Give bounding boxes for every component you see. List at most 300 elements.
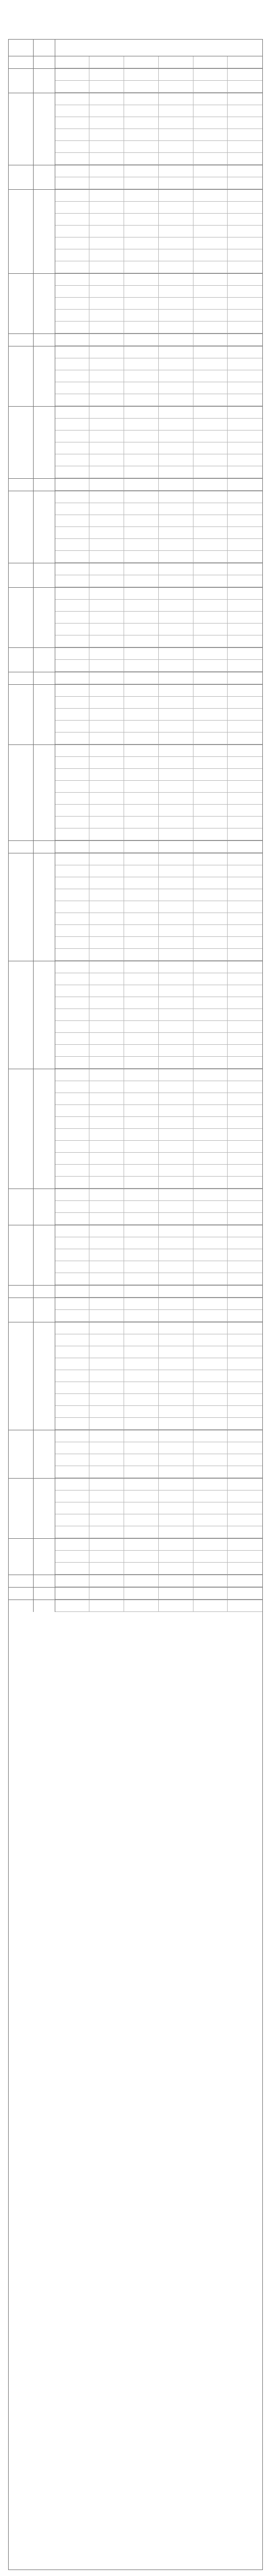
city-cell [228,648,262,660]
city-cell [55,600,90,612]
city-cell [89,624,124,635]
city-cell [124,539,159,551]
city-cell [228,419,262,431]
city-cell [193,129,228,141]
city-cell [89,1430,124,1442]
city-cell [159,1370,193,1382]
city-cell [193,1237,228,1249]
city-cell [193,685,228,697]
city-cell [193,1225,228,1237]
city-cell [55,1514,90,1526]
city-grid [55,274,262,333]
city-cell [55,745,90,757]
city-cell [89,165,124,177]
city-cell [124,1539,159,1551]
city-cell [193,1165,228,1177]
province-count [34,563,55,587]
city-cell [55,973,90,985]
province-count [34,334,55,346]
city-cell [159,805,193,817]
city-cell [193,1588,228,1599]
city-cell [228,612,262,624]
city-cell [228,793,262,805]
city-cell [124,1575,159,1587]
province-section [9,961,262,1069]
city-cell [228,214,262,226]
city-cell [228,841,262,853]
province-name [9,745,34,840]
city-cell [89,442,124,454]
city-cell [124,310,159,322]
city-cell [159,672,193,684]
city-cell [228,973,262,985]
city-cell [89,949,124,961]
city-cell [124,588,159,600]
city-cell [159,648,193,660]
city-cell [55,1069,90,1081]
city-cell [55,1322,90,1334]
city-cell [89,286,124,298]
city-cell [55,442,90,454]
city-cell [89,1117,124,1129]
city-cell [55,214,90,226]
province-section [9,563,262,588]
city-cell [228,1382,262,1394]
city-cell [193,1201,228,1213]
province-section [9,588,262,648]
province-name [9,479,34,491]
city-cell [124,985,159,997]
city-cell [89,1237,124,1249]
city-cell [124,419,159,431]
city-cell [193,913,228,925]
city-cell [228,117,262,129]
city-cell [55,1466,90,1478]
city-grid [55,841,262,853]
city-grid [55,1575,262,1587]
city-cell [228,527,262,539]
city-cell [193,539,228,551]
city-grid [55,1600,262,1612]
city-cell [193,237,228,249]
city-cell [159,226,193,237]
city-cell [89,672,124,684]
city-cell [193,769,228,781]
city-cell [89,431,124,442]
city-cell [193,1502,228,1514]
city-cell [159,1009,193,1021]
city-cell [193,563,228,575]
city-cell [193,1600,228,1612]
city-cell [124,1057,159,1069]
province-count [34,165,55,189]
city-cell [159,1177,193,1189]
city-cell [124,274,159,286]
city-cell [89,129,124,141]
city-cell [228,1093,262,1105]
city-cell [228,503,262,515]
province-section [9,1286,262,1298]
city-cell [55,828,90,840]
city-cell [89,1093,124,1105]
city-cell [55,961,90,973]
city-cell [228,129,262,141]
city-cell [124,1514,159,1526]
city-cell [55,237,90,249]
city-cell [55,274,90,286]
city-cell [124,828,159,840]
city-cell [124,129,159,141]
city-grid [55,1322,262,1430]
city-cell [159,685,193,697]
city-cell [228,370,262,382]
city-cell [159,1237,193,1249]
city-cell [89,733,124,744]
city-cell [159,1310,193,1322]
city-cell [124,697,159,709]
city-cell [89,1261,124,1273]
city-cell [89,865,124,877]
city-cell [89,793,124,805]
city-cell [124,249,159,261]
city-cell [55,1117,90,1129]
city-cell [55,1358,90,1370]
city-cell [124,757,159,769]
city-cell [159,419,193,431]
city-cell [159,1551,193,1563]
city-cell [228,635,262,647]
city-cell [193,1069,228,1081]
city-cell [89,69,124,81]
city-cell [55,358,90,370]
city-cell [193,1430,228,1442]
province-count [34,961,55,1069]
city-cell [55,1249,90,1261]
city-cell [228,407,262,419]
city-cell [89,1370,124,1382]
city-cell [193,1322,228,1334]
city-cell [228,949,262,961]
city-cell [193,1153,228,1165]
city-cell [193,793,228,805]
city-cell [193,1033,228,1045]
city-cell [193,1057,228,1069]
city-cell [159,466,193,478]
city-cell [193,334,228,346]
city-cell [159,1129,193,1141]
city-cell [159,1153,193,1165]
city-cell [159,286,193,298]
city-cell [159,973,193,985]
city-cell [193,1117,228,1129]
city-cell [124,1261,159,1273]
city-cell [89,1225,124,1237]
city-cell [193,733,228,744]
city-cell [159,129,193,141]
city-grid [55,491,262,563]
city-cell [159,177,193,189]
city-cell [89,1406,124,1418]
province-name [9,190,34,273]
city-cell [193,202,228,214]
city-cell [89,1600,124,1612]
province-name [9,1575,34,1587]
city-cell [89,1286,124,1297]
city-cell [228,226,262,237]
city-cell [55,1454,90,1466]
city-cell [55,1370,90,1382]
city-cell [159,105,193,117]
city-cell [55,1261,90,1273]
city-cell [228,1129,262,1141]
city-cell [124,600,159,612]
city-cell [159,431,193,442]
province-name [9,165,34,189]
city-cell [193,937,228,949]
city-cell [159,1382,193,1394]
city-cell [124,1382,159,1394]
city-cell [159,1105,193,1117]
city-cell [193,442,228,454]
city-cell [55,1298,90,1310]
city-cell [55,249,90,261]
city-cell [228,322,262,333]
city-cell [124,202,159,214]
city-cell [89,190,124,202]
city-cell [89,370,124,382]
city-cell [55,165,90,177]
city-cell [159,358,193,370]
city-cell [193,1551,228,1563]
city-cell [89,1563,124,1575]
city-cell [193,575,228,587]
city-cell [159,697,193,709]
city-cell [159,575,193,587]
city-cell [159,889,193,901]
city-cell [159,793,193,805]
city-cell [193,190,228,202]
city-grid [55,1588,262,1599]
city-cell [55,117,90,129]
city-cell [124,721,159,733]
city-cell [55,310,90,322]
city-cell [228,588,262,600]
city-cell [228,1273,262,1285]
city-cell [228,1370,262,1382]
city-cell [124,1201,159,1213]
city-cell [124,261,159,273]
city-cell [228,709,262,721]
province-name [9,1322,34,1430]
city-cell [89,298,124,310]
city-cell [228,431,262,442]
city-cell [124,117,159,129]
city-cell [89,551,124,563]
city-cell [124,1502,159,1514]
city-cell [55,1442,90,1454]
city-cell [228,1165,262,1177]
city-cell [89,1322,124,1334]
city-cell [193,177,228,189]
city-cell [89,1045,124,1057]
city-cell [228,600,262,612]
city-cell [124,1563,159,1575]
province-name [9,1600,34,1612]
city-cell [124,733,159,744]
city-cell [193,1406,228,1418]
city-cell [55,1600,90,1612]
city-cell [159,274,193,286]
city-cell [124,190,159,202]
city-cell [228,961,262,973]
province-section [9,1600,262,1612]
city-cell [228,539,262,551]
city-cell [89,261,124,273]
city-cell [228,1491,262,1502]
province-section [9,1189,262,1225]
city-cell [89,1201,124,1213]
city-cell [89,769,124,781]
city-cell [159,454,193,466]
city-cell [159,817,193,828]
city-grid [55,672,262,684]
city-cell [55,1189,90,1201]
city-cell [193,56,228,68]
city-cell [228,177,262,189]
city-cell [124,442,159,454]
province-count [34,407,55,478]
province-count [34,69,55,93]
city-cell [55,635,90,647]
city-cell [124,1177,159,1189]
province-name [9,1430,34,1478]
city-cell [55,877,90,889]
city-cell [55,81,90,93]
city-cell [55,672,90,684]
city-cell [159,527,193,539]
city-cell [55,129,90,141]
city-cell [193,419,228,431]
province-name [9,563,34,587]
city-cell [228,937,262,949]
city-cell [193,1189,228,1201]
city-cell [159,346,193,358]
province-count [34,1322,55,1430]
city-cell [55,1237,90,1249]
city-cell [89,1575,124,1587]
city-cell [228,1033,262,1045]
city-cell [159,841,193,853]
province-section [9,1539,262,1575]
city-cell [124,214,159,226]
city-cell [228,901,262,913]
city-cell [89,1189,124,1201]
province-count [34,1430,55,1478]
city-cell [124,1491,159,1502]
province-section [9,334,262,346]
city-cell [124,69,159,81]
city-cell [55,624,90,635]
city-cell [228,1502,262,1514]
document-title [0,25,271,34]
city-cell [124,865,159,877]
city-cell [55,1021,90,1033]
city-cell [124,1406,159,1418]
city-cell [159,1117,193,1129]
city-cell [159,781,193,793]
city-cell [228,56,262,68]
city-cell [159,624,193,635]
city-cell [193,407,228,419]
province-name [9,961,34,1069]
city-cell [124,1153,159,1165]
city-cell [228,733,262,744]
city-grid [55,961,262,1069]
city-cell [159,1394,193,1406]
city-cell [159,1286,193,1297]
city-cell [193,721,228,733]
city-cell [89,745,124,757]
province-section [9,93,262,165]
city-cell [193,612,228,624]
city-cell [159,1033,193,1045]
city-cell [89,1021,124,1033]
city-cell [193,93,228,105]
city-cell [228,237,262,249]
city-cell [89,709,124,721]
city-cell [124,841,159,853]
city-cell [193,1310,228,1322]
city-cell [228,781,262,793]
city-cell [124,454,159,466]
city-cell [193,1286,228,1297]
province-name [9,1588,34,1599]
city-cell [159,1466,193,1478]
city-cell [89,817,124,828]
city-cell [89,1479,124,1491]
city-cell [159,745,193,757]
city-cell [55,1575,90,1587]
city-cell [89,322,124,333]
city-cell [124,1165,159,1177]
province-count [34,1588,55,1599]
city-cell [228,249,262,261]
city-cell [124,793,159,805]
city-cell [193,551,228,563]
city-cell [159,828,193,840]
city-cell [228,997,262,1009]
city-cell [55,286,90,298]
city-cell [159,1346,193,1358]
city-cell [228,865,262,877]
city-cell [228,1237,262,1249]
city-grid [55,93,262,165]
city-cell [193,865,228,877]
city-cell [124,394,159,406]
city-cell [124,648,159,660]
city-cell [55,1563,90,1575]
table-body [9,56,262,1612]
city-cell [89,889,124,901]
city-cell [55,612,90,624]
city-cell [193,503,228,515]
city-grid [55,1189,262,1225]
city-cell [55,1129,90,1141]
province-name [9,1479,34,1538]
city-cell [193,817,228,828]
city-cell [89,334,124,346]
city-cell [228,1442,262,1454]
